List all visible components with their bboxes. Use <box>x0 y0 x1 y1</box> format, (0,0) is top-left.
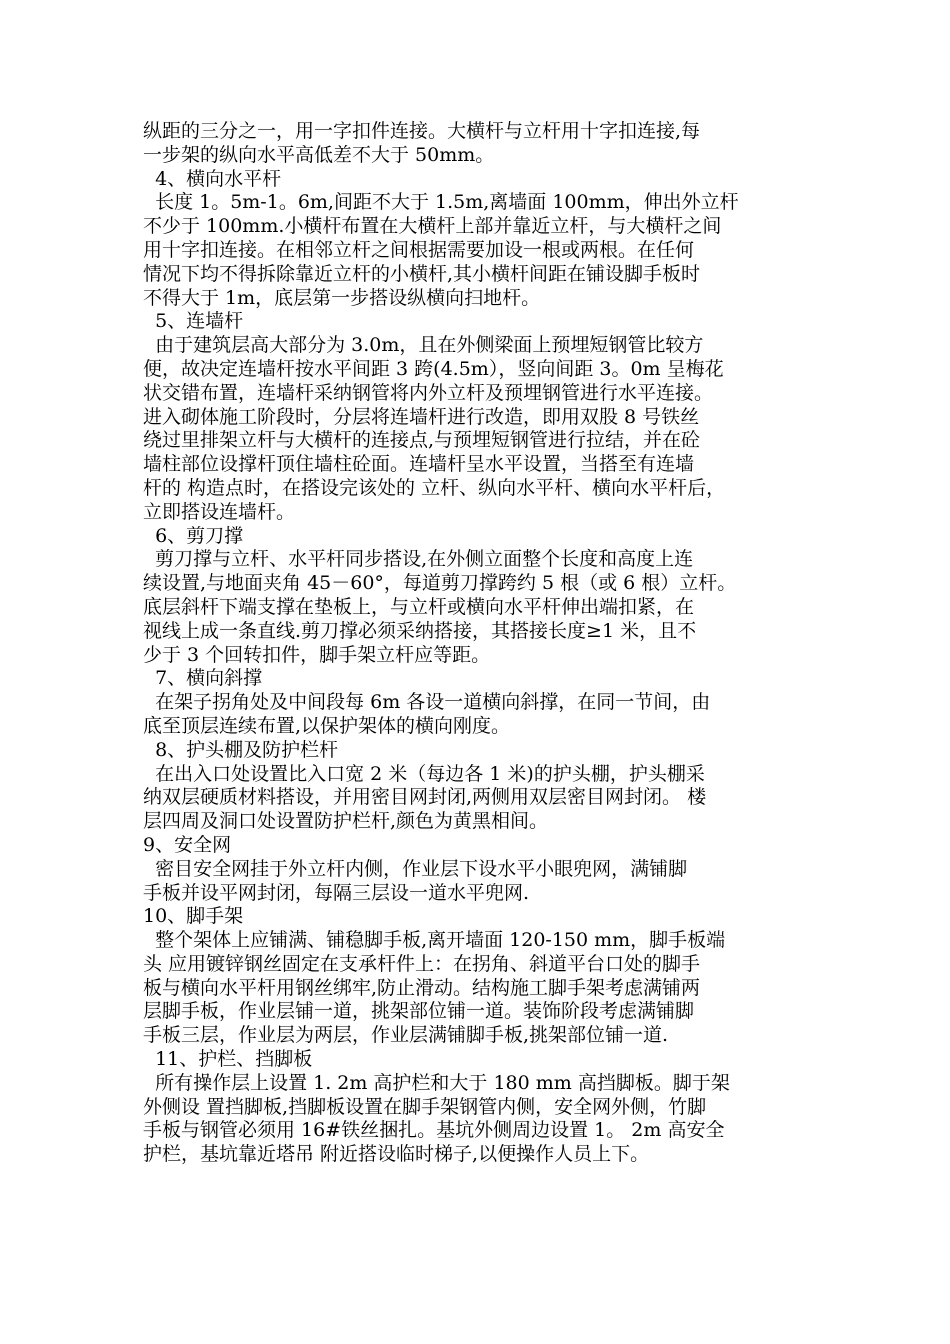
text-line: 在架子拐角处及中间段每 6m 各设一道横向斜撑，在同一节间，由 <box>143 691 711 714</box>
document-body <box>143 120 823 1167</box>
text-line: 墙柱部位设撑杆顶住墙柱砼面。连墙杆呈水平设置，当搭至有连墙 <box>143 453 695 476</box>
section-heading: 8、护头棚及防护栏杆 <box>143 738 339 761</box>
text-line: 板与横向水平杆用钢丝绑牢,防止滑动。结构施工脚手架考虑满铺两 <box>143 976 701 999</box>
text-line: 绕过里排架立杆与大横杆的连接点,与预埋短钢管进行拉结，并在砼 <box>143 429 701 452</box>
text-line: 密目安全网挂于外立杆内侧，作业层下设水平小眼兜网，满铺脚 <box>143 857 688 880</box>
text-line: 一步架的纵向水平高低差不大于 50mm。 <box>143 143 495 166</box>
text-line: 护栏，基坑靠近塔吊 附近搭设临时梯子,以便操作人员上下。 <box>143 1143 650 1166</box>
text-line: 层四周及洞口处设置防护栏杆,颜色为黄黑相间。 <box>143 810 549 833</box>
text-line: 所有操作层上设置 1. 2m 高护栏和大于 180 mm 高挡脚板。脚于架 <box>143 1071 730 1094</box>
text-line: 不少于 100mm.小横杆布置在大横杆上部并靠近立杆，与大横杆之间 <box>143 215 722 238</box>
section-heading: 4、横向水平杆 <box>143 167 282 190</box>
text-line: 纳双层硬质材料搭设，并用密目网封闭,两侧用双层密目网封闭。 楼 <box>143 786 707 809</box>
text-line: 外侧设 置挡脚板,挡脚板设置在脚手架钢管内侧，安全网外侧，竹脚 <box>143 1095 707 1118</box>
text-line: 状交错布置，连墙杆采纳钢管将内外立杆及预埋钢管进行水平连接。 <box>143 381 714 404</box>
text-line: 手板并设平网封闭，每隔三层设一道水平兜网. <box>143 881 530 904</box>
text-line: 纵距的三分之一，用一字扣件连接。大横杆与立杆用十字扣连接,每 <box>143 120 701 142</box>
section-heading: 5、连墙杆 <box>143 310 244 333</box>
text-line: 续设置,与地面夹角 45－60°，每道剪刀撑跨约 5 根（或 6 根）立杆。 <box>143 572 737 595</box>
text-line: 杆的 构造点时，在搭设完该处的 立杆、纵向水平杆、横向水平杆后， <box>143 476 726 499</box>
section-heading: 11、护栏、挡脚板 <box>143 1048 313 1071</box>
text-line: 情况下均不得拆除靠近立杆的小横杆,其小横杆间距在铺设脚手板时 <box>143 262 701 285</box>
text-line: 视线上成一条直线.剪刀撑必须采纳搭接，其搭接长度≥1 米，且不 <box>143 619 697 642</box>
text-line: 长度 1。5m-1。6m,间距不大于 1.5m,离墙面 100mm，伸出外立杆 <box>143 191 739 214</box>
section-heading: 10、脚手架 <box>143 905 244 928</box>
text-line: 手板与钢管必须用 16#铁丝捆扎。基坑外侧周边设置 1。 2m 高安全 <box>143 1119 725 1142</box>
text-line: 在出入口处设置比入口宽 2 米（每边各 1 米)的护头棚，护头棚采 <box>143 762 705 785</box>
text-line: 剪刀撑与立杆、水平杆同步搭设,在外侧立面整个长度和高度上连 <box>143 548 694 571</box>
text-line: 头 应用镀锌钢丝固定在支承杆件上：在拐角、斜道平台口处的脚手 <box>143 952 701 975</box>
text-line: 立即搭设连墙杆。 <box>143 500 296 523</box>
text-line: 由于建筑层高大部分为 3.0m，且在外侧梁面上预埋短钢管比较方 <box>143 334 704 357</box>
text-line: 便，故决定连墙杆按水平间距 3 跨(4.5m），竖向间距 3。0m 呈梅花 <box>143 357 724 380</box>
text-line: 底至顶层连续布置,以保护架体的横向刚度。 <box>143 714 511 737</box>
text-line: 少于 3 个回转扣件，脚手架立杆应等距。 <box>143 643 491 666</box>
text-line: 底层斜杆下端支撑在垫板上，与立杆或横向水平杆伸出端扣紧，在 <box>143 595 695 618</box>
text-line: 进入砌体施工阶段时，分层将连墙杆进行改造，即用双股 8 号铁丝 <box>143 405 700 428</box>
text-line: 手板三层，作业层为两层，作业层满铺脚手板,挑架部位铺一道. <box>143 1024 669 1047</box>
section-heading: 6、剪刀撑 <box>143 524 244 547</box>
text-line: 用十字扣连接。在相邻立杆之间根据需要加设一根或两根。在任何 <box>143 238 695 261</box>
text-line: 不得大于 1m，底层第一步搭设纵横向扫地杆。 <box>143 286 541 309</box>
section-heading: 7、横向斜撑 <box>143 667 263 690</box>
section-heading: 9、安全网 <box>143 833 232 856</box>
text-line: 整个架体上应铺满、铺稳脚手板,离开墙面 120-150 mm，脚手板端 <box>143 929 726 952</box>
text-line: 层脚手板，作业层铺一道，挑架部位铺一道。装饰阶段考虑满铺脚 <box>143 1000 695 1023</box>
